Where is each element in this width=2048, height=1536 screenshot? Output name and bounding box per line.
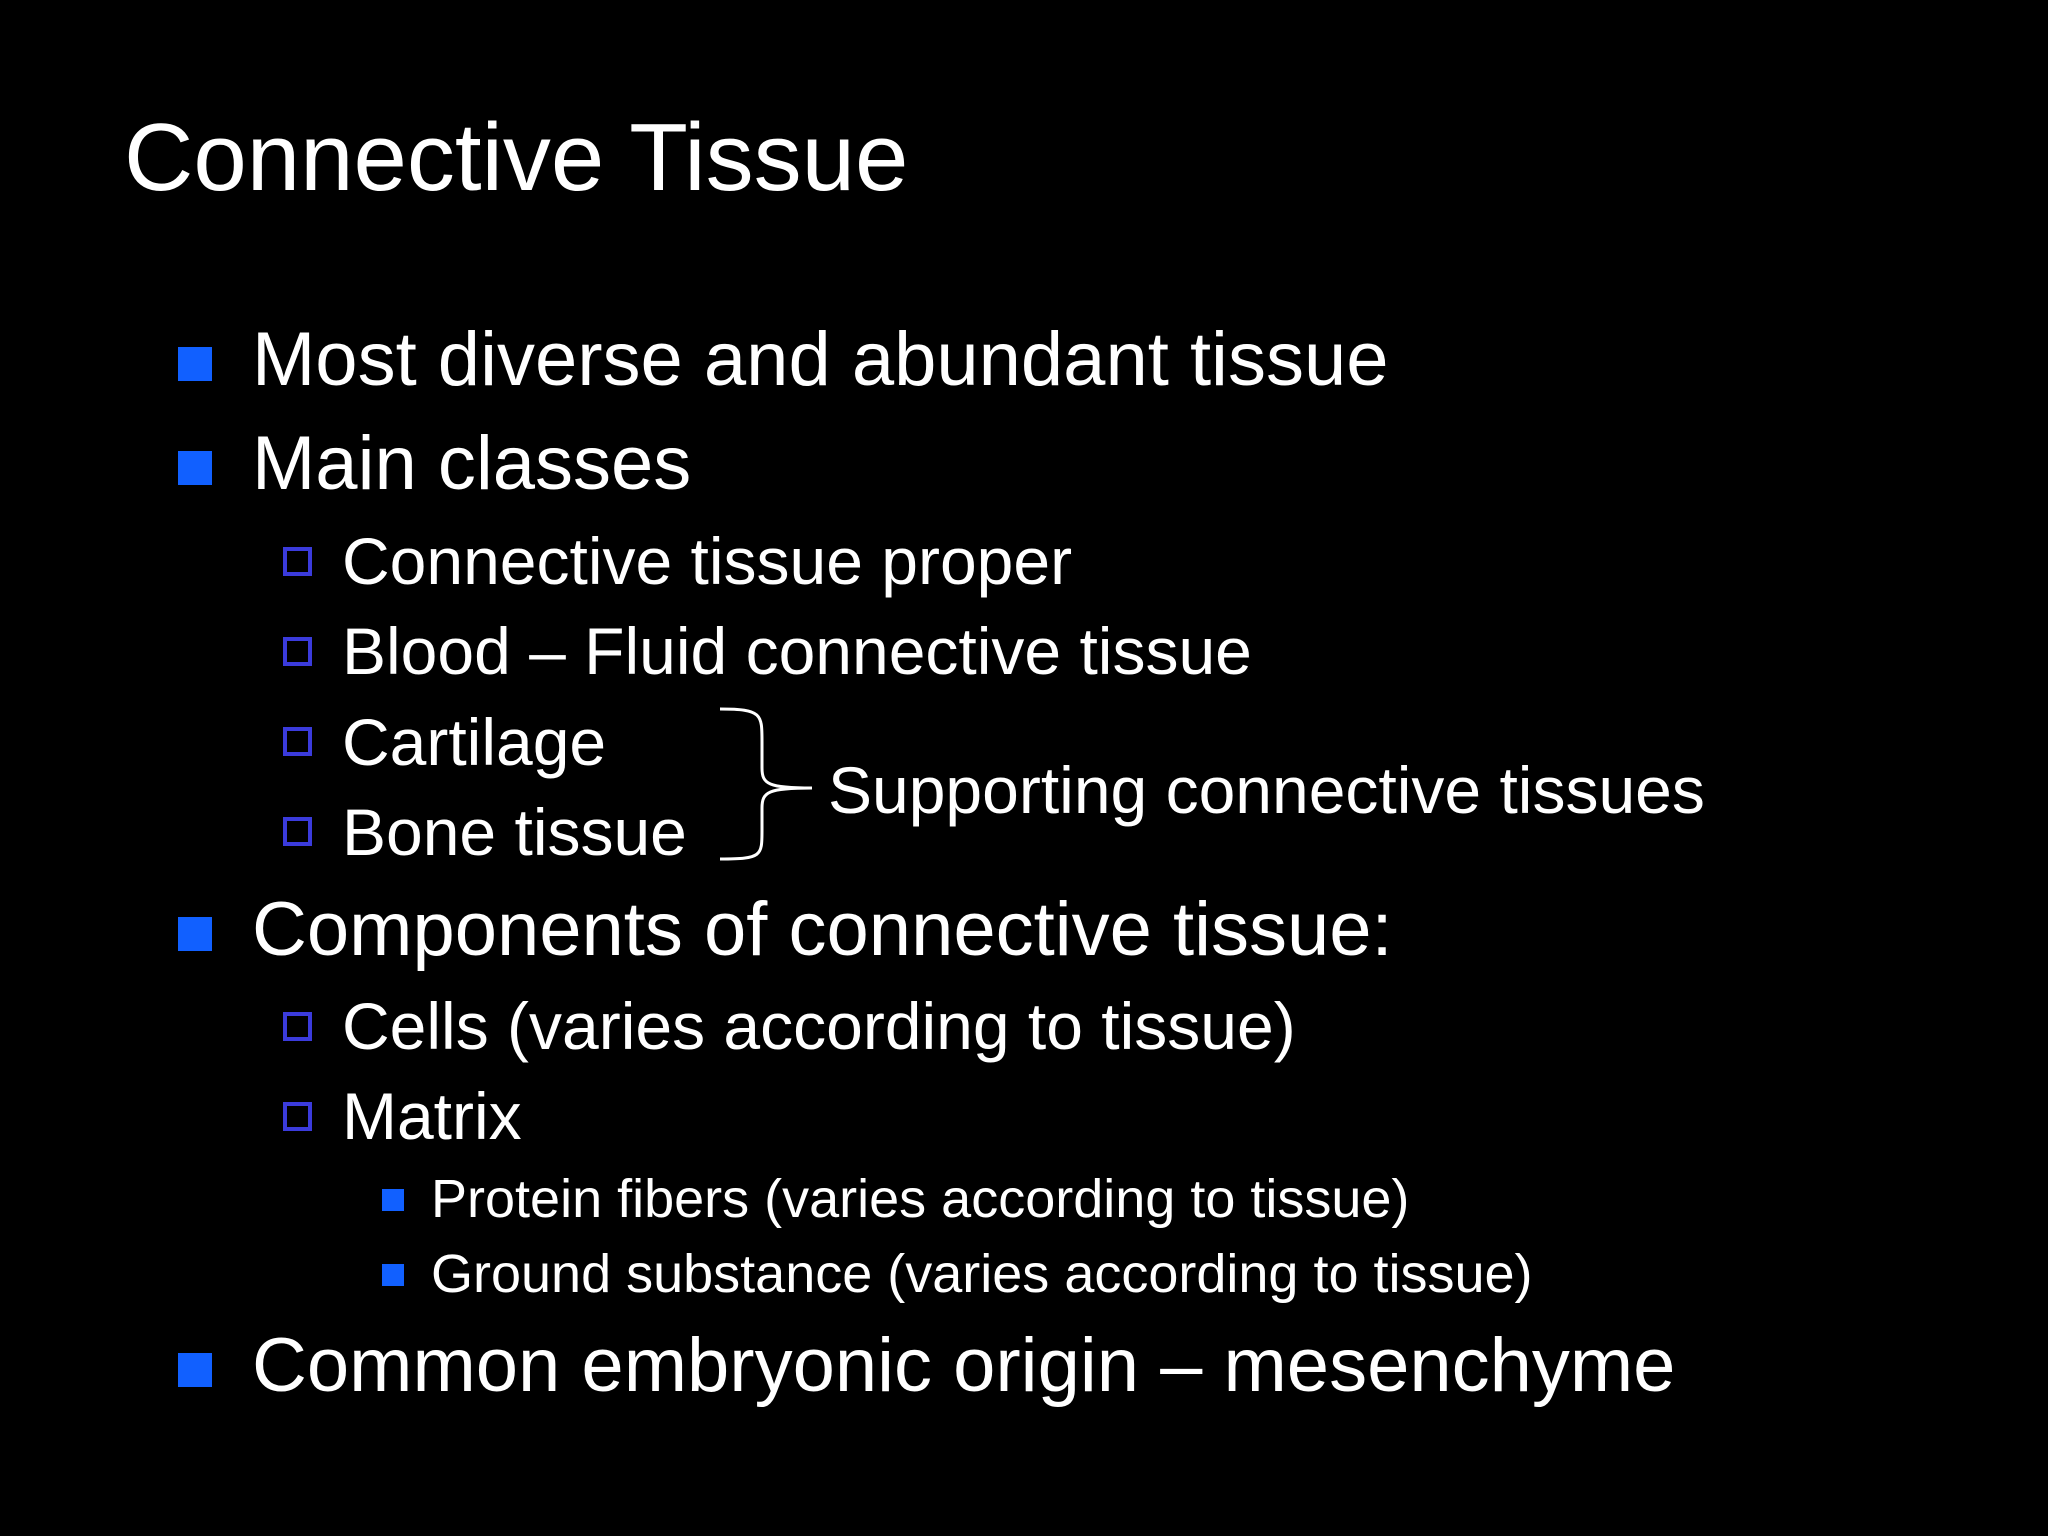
filled-square-icon: [178, 347, 212, 381]
bullet-most-diverse: Most diverse and abundant tissue: [252, 317, 1389, 402]
sub-bullet-bone-tissue: Bone tissue: [342, 795, 687, 869]
brace-label: Supporting connective tissues: [828, 753, 1705, 827]
outlined-square-icon: [283, 637, 312, 666]
outlined-square-icon: [283, 817, 312, 846]
outlined-square-icon: [283, 1012, 312, 1041]
sub-bullet-blood: Blood – Fluid connective tissue: [342, 614, 1252, 688]
filled-square-icon: [382, 1189, 404, 1211]
sub-bullet-matrix: Matrix: [342, 1079, 522, 1153]
bullet-embryonic-origin: Common embryonic origin – mesenchyme: [252, 1323, 1676, 1408]
sub-sub-bullet-ground-substance: Ground substance (varies according to tissue): [431, 1244, 1533, 1304]
sub-bullet-cells: Cells (varies according to tissue): [342, 989, 1296, 1063]
filled-square-icon: [178, 917, 212, 951]
sub-bullet-cartilage: Cartilage: [342, 705, 607, 779]
sub-bullet-connective-tissue-proper: Connective tissue proper: [342, 524, 1073, 598]
outlined-square-icon: [283, 727, 312, 756]
bullet-components: Components of connective tissue:: [252, 887, 1393, 972]
sub-sub-bullet-protein-fibers: Protein fibers (varies according to tissue): [431, 1169, 1410, 1229]
filled-square-icon: [178, 451, 212, 485]
curly-brace-icon: [716, 706, 816, 862]
filled-square-icon: [382, 1264, 404, 1286]
outlined-square-icon: [283, 1102, 312, 1131]
bullet-main-classes: Main classes: [252, 421, 692, 506]
filled-square-icon: [178, 1353, 212, 1387]
slide-title: Connective Tissue: [124, 104, 909, 211]
outlined-square-icon: [283, 547, 312, 576]
